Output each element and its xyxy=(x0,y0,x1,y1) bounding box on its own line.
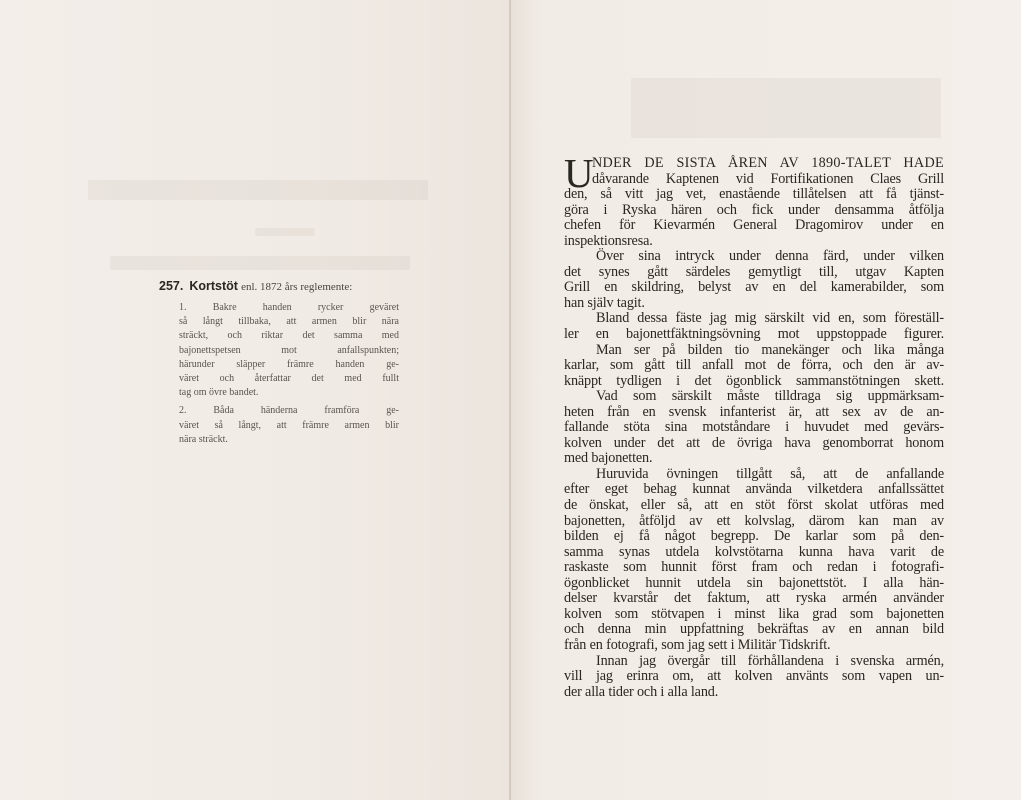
text-line: raskaste som hunnit först fram och redan i fotografi- xyxy=(564,559,944,576)
item-line: väret så långt, att främre armen blir xyxy=(179,419,399,431)
item-line: väret och återfattar det med fullt xyxy=(179,373,399,385)
text-line: vill jag erinra om, att kolven använts som vapen un- xyxy=(564,668,944,685)
numbered-item xyxy=(179,404,399,447)
text-line: det synes gått särdeles gemytligt till, utgav Kapten xyxy=(564,263,944,280)
text-line: kolven som stötvapen i minst lika grad som bajonetten xyxy=(564,605,944,622)
section-term: Kortstöt xyxy=(189,279,238,293)
text-line: Bland dessa fäste jag mig särskilt vid en, som föreställ- xyxy=(596,310,944,327)
drop-cap: U xyxy=(564,150,594,196)
text-line: inspektionsresa. xyxy=(564,232,653,249)
text-line: med bajonetten. xyxy=(564,450,653,467)
text-line: heten från en svensk infanterist är, att sex av de an- xyxy=(564,403,944,420)
text-line: efter eget behag kunnat använda vilketdera anfallssättet xyxy=(564,481,944,498)
text-line: och denna min uppfattning bekräftas av en annan bild xyxy=(564,621,944,638)
bleed-through-mark xyxy=(110,256,410,270)
section-number: 257. xyxy=(159,279,184,293)
item-line: härunder släpper främre handen ge- xyxy=(179,358,399,370)
item-line: 1. Bakre handen rycker geväret xyxy=(179,302,399,313)
item-line: så långt tillbaka, att armen blir nära xyxy=(179,316,399,328)
text-line: Över sina intryck under denna färd, under vilken xyxy=(596,248,944,265)
text-line: bilden ej få något begrepp. De karlar som på den- xyxy=(564,528,944,545)
item-line: sträckt, och riktar det samma med xyxy=(179,330,399,342)
text-line: fallande stöta sina motståndare i huvudet med gevärs- xyxy=(564,419,944,436)
text-line: Huruvida övningen tillgått så, att de anfallande xyxy=(596,465,944,482)
item-line: bajonettspetsen mot anfallspunkten; xyxy=(179,344,399,356)
regulation-section xyxy=(159,278,399,447)
text-line: dåvarande Kaptenen vid Fortifikationen Claes Grill xyxy=(592,170,944,187)
item-line: tag om övre bandet. xyxy=(179,387,259,399)
section-heading xyxy=(159,278,399,295)
text-line: der alla tider och i alla land. xyxy=(564,683,719,700)
bleed-through-mark xyxy=(631,78,941,138)
bleed-through-mark xyxy=(88,180,428,200)
text-line: karlar, som gått till anfall mot de förra, och den är av- xyxy=(564,357,944,374)
text-line: Man ser på bilden tio manekänger och lika många xyxy=(596,341,944,358)
text-line: ler en bajonettfäktningsövning mot uppstoppade figurer. xyxy=(564,326,944,343)
text-line: ögonblicket hunnit utdela sin bajonettstöt. I alla hän- xyxy=(564,574,944,591)
item-line: 2. Båda händerna framföra ge- xyxy=(179,405,399,417)
text-line: Innan jag övergår till förhållandena i svenska armén, xyxy=(596,652,944,669)
text-line: chefen för Kievarmén General Dragomirov under en xyxy=(564,217,944,234)
text-line: göra i Ryska hären och fick under densamma åtfölja xyxy=(564,201,944,218)
text-line: bajonetten, åtföljd av ett kolvslag, därom kan man av xyxy=(564,512,944,529)
text-line: kolven under det att de övriga hava genomborrat honom xyxy=(564,434,944,451)
text-line: Vad som särskilt måste tilldraga sig uppmärksam- xyxy=(596,388,944,405)
text-line: knäppt tydligen i det ögonblick sammanstötningen skett. xyxy=(564,372,944,389)
article-body xyxy=(564,150,944,700)
section-items xyxy=(159,301,399,447)
item-line: nära sträckt. xyxy=(179,433,228,445)
text-line: de önskat, eller så, att en stöt först skolat utföras med xyxy=(564,497,944,514)
text-line: han själv tagit. xyxy=(564,294,645,311)
text-line: Grill en skildring, belyst av en del kamerabilder, som xyxy=(564,279,944,296)
section-subtitle: enl. 1872 års reglemente: xyxy=(241,281,353,293)
text-line: delser kvarstår det faktum, att ryska armén använder xyxy=(564,590,944,607)
text-line: samma synas utdela kolvstötarna kunna hava varit de xyxy=(564,543,944,560)
numbered-item xyxy=(179,301,399,400)
text-line: den, så vitt jag vet, enastående tillåtelsen att få tjänst- xyxy=(564,186,944,203)
text-line: från en fotografi, som jag sett i Militär Tidskrift. xyxy=(564,636,831,653)
bleed-through-mark xyxy=(255,228,315,236)
text-line: NDER DE SISTA ÅREN AV 1890-TALET HADE xyxy=(592,155,944,171)
